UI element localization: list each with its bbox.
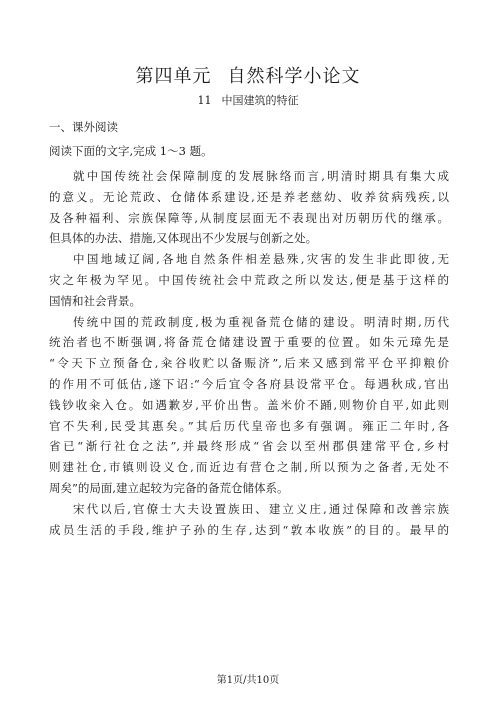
paragraph-line: “令天下立预备仓,籴谷收贮以备赈济”,后来又感到常平仓平抑粮价 <box>49 356 449 371</box>
reading-instruction: 阅读下面的文字,完成 1～3 题。 <box>49 144 213 158</box>
lesson-name: 中国建筑的特征 <box>221 94 299 107</box>
paragraph-line: 灾之年极为罕见。中国传统社会中荒政之所以发达,便是基于这样的 <box>49 272 449 287</box>
paragraph <box>49 249 449 311</box>
paragraph-line: 中国地域辽阔,各地自然条件相差悬殊,灾害的发生非此即彼,无 <box>73 252 449 267</box>
paragraph-line: 省已“渐行社仓之法”,并最终形成“省会以至州郡俱建常平仓,乡村 <box>49 439 449 454</box>
page-footer: 第1页/共10页 <box>216 675 280 686</box>
paragraph-line: 的意义。无论荒政、仓储体系建设,还是养老慈幼、收养贫病残疾,以 <box>49 189 449 204</box>
paragraph <box>49 166 449 249</box>
paragraph-line: 但具体的办法、措施,又体现出不少发展与创新之处。 <box>49 231 318 246</box>
paragraph-line: 传统中国的荒政制度,极为重视备荒仓储的建设。明清时期,历代 <box>73 314 449 329</box>
paragraph-line: 及各种福利、宗族保障等,从制度层面无不表现出对历朝历代的继承。 <box>49 210 449 225</box>
section-heading: 一、课外阅读 <box>49 120 118 134</box>
unit-name: 自然科学小论文 <box>227 66 361 87</box>
paragraph <box>49 499 449 541</box>
article-body <box>49 166 449 540</box>
unit-title <box>0 62 496 88</box>
paragraph-line: 则建社仓,市镇则设义仓,而近边有营仓之制,所以预为之备者,无处不 <box>49 460 449 475</box>
paragraph-line: 就中国传统社会保障制度的发展脉络而言,明清时期具有集大成 <box>73 169 449 183</box>
paragraph-line: 统治者也不断强调,将备荒仓储建设置于重要的位置。如朱元璋先是 <box>49 335 449 350</box>
paragraph-line: 国情和社会背景。 <box>49 293 141 308</box>
paragraph-line: 官不失利,民受其惠矣。”其后历代皇帝也多有强调。雍正二年时,各 <box>49 418 449 433</box>
lesson-title <box>0 92 496 108</box>
lesson-number: 11 <box>197 94 212 107</box>
paragraph-line: 成员生活的手段,维护子孙的生存,达到“敦本收族”的目的。最早的 <box>49 522 449 537</box>
paragraph-line: 的作用不可低估,遂下诏:“今后宜令各府县设常平仓。每遇秋成,官出 <box>49 376 449 391</box>
paragraph-line: 周矣”的局面,建立起较为完备的备荒仓储体系。 <box>49 480 289 495</box>
paragraph <box>49 312 449 499</box>
unit-number: 第四单元 <box>135 66 212 87</box>
paragraph-line: 钱钞收籴入仓。如遇歉岁,平价出售。盖米价不踊,则物价自平,如此则 <box>49 397 449 412</box>
paragraph-line: 宋代以后,官僚士大夫设置族田、建立义庄,通过保障和改善宗族 <box>73 501 449 516</box>
